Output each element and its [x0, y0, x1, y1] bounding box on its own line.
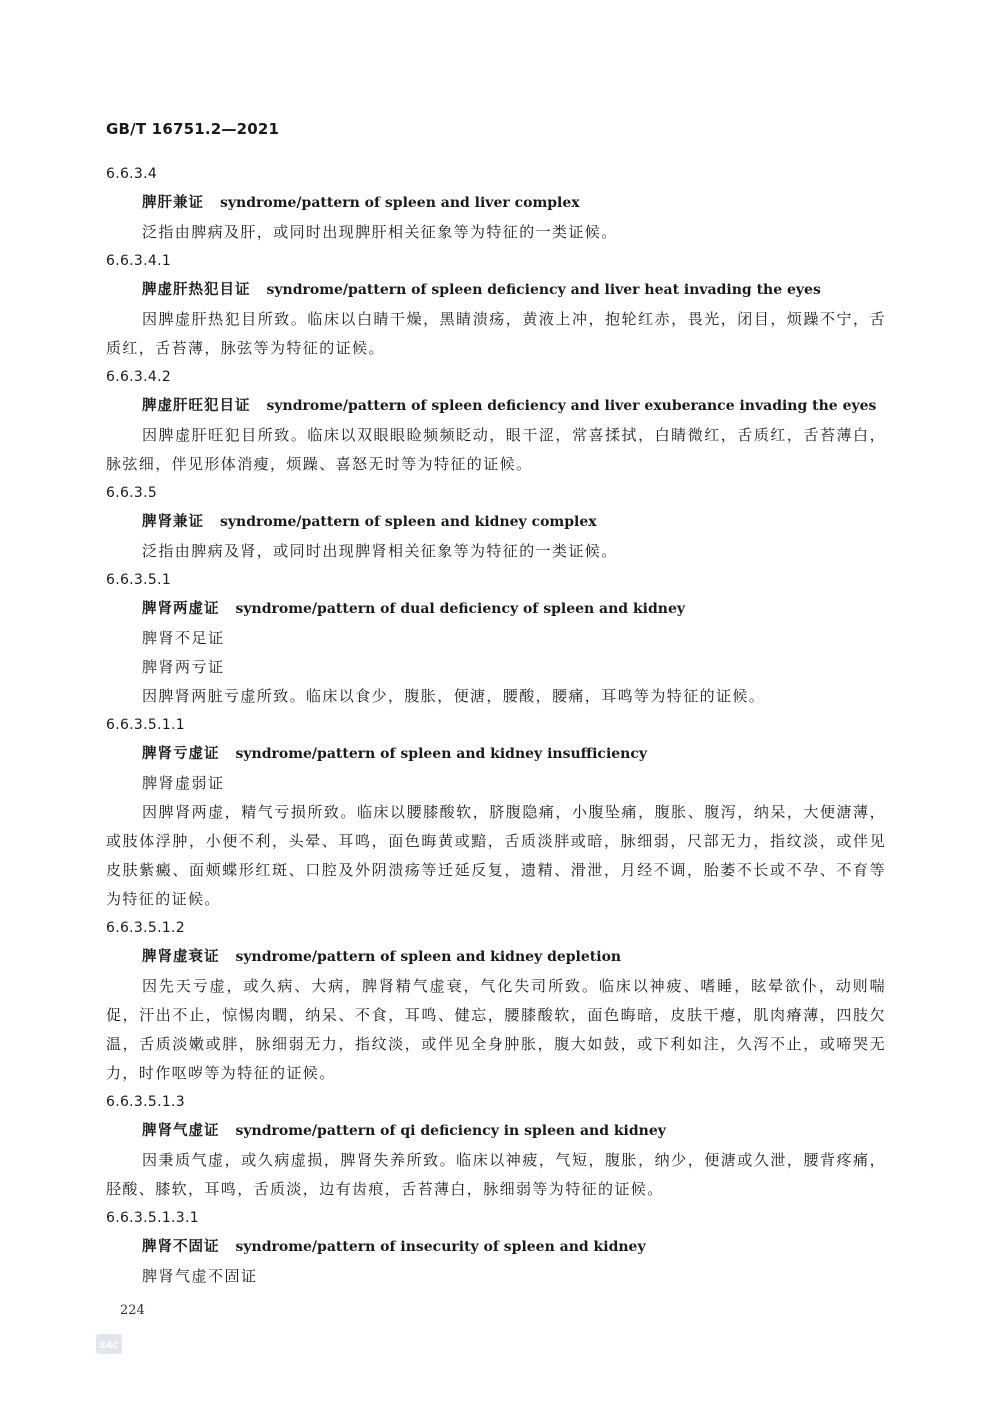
- entry-number: 6.6.3.5: [106, 485, 158, 501]
- sac-logo-icon: [96, 1334, 122, 1354]
- term-line: [106, 595, 886, 624]
- term-en: syndrome/pattern of spleen deficiency and liver heat invading the eyes: [266, 282, 821, 298]
- entry-number: 6.6.3.5.1: [106, 572, 172, 588]
- term-zh: 脾肾气虚证: [142, 1123, 220, 1139]
- term-en: syndrome/pattern of spleen and kidney insufficiency: [235, 746, 648, 762]
- term-en: syndrome/pattern of dual deficiency of spleen and kidney: [235, 601, 685, 617]
- svg-text:SAC: SAC: [99, 1341, 119, 1351]
- entry-number: 6.6.3.4.2: [106, 369, 172, 385]
- entry: [106, 711, 886, 914]
- definition: 因先天亏虚，或久病、大病，脾肾精气虚衰，气化失司所致。临床以神疲、嗜睡，眩晕欲仆，动则喘促，汗出不止，惊惕肉瞤，纳呆、不食，耳鸣、健忘，腰膝酸软，面色晦暗，皮肤干瘪，肌肉瘠薄，四肢欠温，舌质淡嫩或胖，脉细弱无力，指纹淡，或伴见全身肿胀，腹大如鼓，或下利如注，久泻不止，或啼哭无力，时作呕哕等为特征的证候。: [106, 977, 886, 1082]
- term-zh: 脾肾不固证: [142, 1239, 220, 1255]
- entry-number: 6.6.3.5.1.1: [106, 717, 185, 733]
- term-line: [106, 508, 886, 537]
- term-line: [106, 189, 886, 218]
- term-en: syndrome/pattern of spleen and liver complex: [220, 195, 580, 211]
- definition: 因脾虚肝旺犯目所致。临床以双眼眼睑频频眨动，眼干涩，常喜揉拭，白睛微红，舌质红，舌苔薄白，脉弦细，伴见形体消瘦，烦躁、喜怒无时等为特征的证候。: [106, 426, 886, 473]
- entry-number: 6.6.3.5.1.2: [106, 920, 185, 936]
- term-line: [106, 740, 886, 769]
- entry: [106, 363, 886, 479]
- term-zh: 脾虚肝旺犯目证: [142, 398, 251, 414]
- entry: [106, 914, 886, 1088]
- definition: 因脾肾两脏亏虚所致。临床以食少，腹胀，便溏，腰酸，腰痛，耳鸣等为特征的证候。: [142, 687, 766, 705]
- term-line: [106, 276, 886, 305]
- definition: 因秉质气虚，或久病虚损，脾肾失养所致。临床以神疲，气短，腹胀，纳少，便溏或久泄，腰背疼痛，胫酸、膝软，耳鸣，舌质淡，边有齿痕，舌苔薄白，脉细弱等为特征的证候。: [106, 1151, 886, 1198]
- entry: [106, 160, 886, 247]
- entry: [106, 1204, 886, 1291]
- entry: [106, 1088, 886, 1204]
- entry: [106, 479, 886, 566]
- entry-number: 6.6.3.4.1: [106, 253, 172, 269]
- term-zh: 脾肾两虚证: [142, 601, 220, 617]
- synonym: 脾肾两亏证: [142, 658, 225, 676]
- entry-number: 6.6.3.5.1.3.1: [106, 1210, 199, 1226]
- entry: [106, 247, 886, 363]
- entry-number: 6.6.3.5.1.3: [106, 1094, 185, 1110]
- synonym: 脾肾虚弱证: [142, 774, 225, 792]
- term-en: syndrome/pattern of insecurity of spleen and kidney: [235, 1239, 646, 1255]
- term-en: syndrome/pattern of spleen deficiency and liver exuberance invading the eyes: [266, 398, 877, 414]
- term-line: [106, 1117, 886, 1146]
- term-zh: 脾肝兼证: [142, 195, 204, 211]
- term-line: [106, 1233, 886, 1262]
- document-body: [106, 160, 886, 1291]
- term-zh: 脾肾亏虚证: [142, 746, 220, 762]
- term-line: [106, 943, 886, 972]
- page-number: 224: [120, 1303, 145, 1318]
- definition: 泛指由脾病及肝，或同时出现脾肝相关征象等为特征的一类证候。: [142, 223, 618, 241]
- entry-number: 6.6.3.4: [106, 166, 158, 182]
- term-en: syndrome/pattern of spleen and kidney complex: [220, 514, 597, 530]
- definition: 泛指由脾病及肾，或同时出现脾肾相关征象等为特征的一类证候。: [142, 542, 618, 560]
- term-en: syndrome/pattern of spleen and kidney depletion: [235, 949, 622, 965]
- definition: 因脾虚肝热犯目所致。临床以白睛干燥，黑睛溃疡，黄液上冲，抱轮红赤，畏光，闭目，烦躁不宁，舌质红，舌苔薄，脉弦等为特征的证候。: [106, 310, 886, 357]
- term-line: [106, 392, 886, 421]
- term-zh: 脾虚肝热犯目证: [142, 282, 251, 298]
- term-en: syndrome/pattern of qi deficiency in spleen and kidney: [235, 1123, 666, 1139]
- term-zh: 脾肾兼证: [142, 514, 204, 530]
- definition: 因脾肾两虚，精气亏损所致。临床以腰膝酸软，脐腹隐痛，小腹坠痛，腹胀、腹泻，纳呆，大便溏薄，或肢体浮肿，小便不利，头晕、耳鸣，面色晦黄或黯，舌质淡胖或暗，脉细弱，尺部无力，指纹淡，或伴见皮肤紫癜、面颊蝶形红斑、口腔及外阴溃疡等迁延反复，遗精、滑泄，月经不调，胎萎不长或不孕、不育等为特征的证候。: [106, 803, 886, 908]
- synonym: 脾肾气虚不固证: [142, 1267, 258, 1285]
- document-header: GB/T 16751.2—2021: [106, 120, 280, 138]
- entry: [106, 566, 886, 711]
- synonym: 脾肾不足证: [142, 629, 225, 647]
- term-zh: 脾肾虚衰证: [142, 949, 220, 965]
